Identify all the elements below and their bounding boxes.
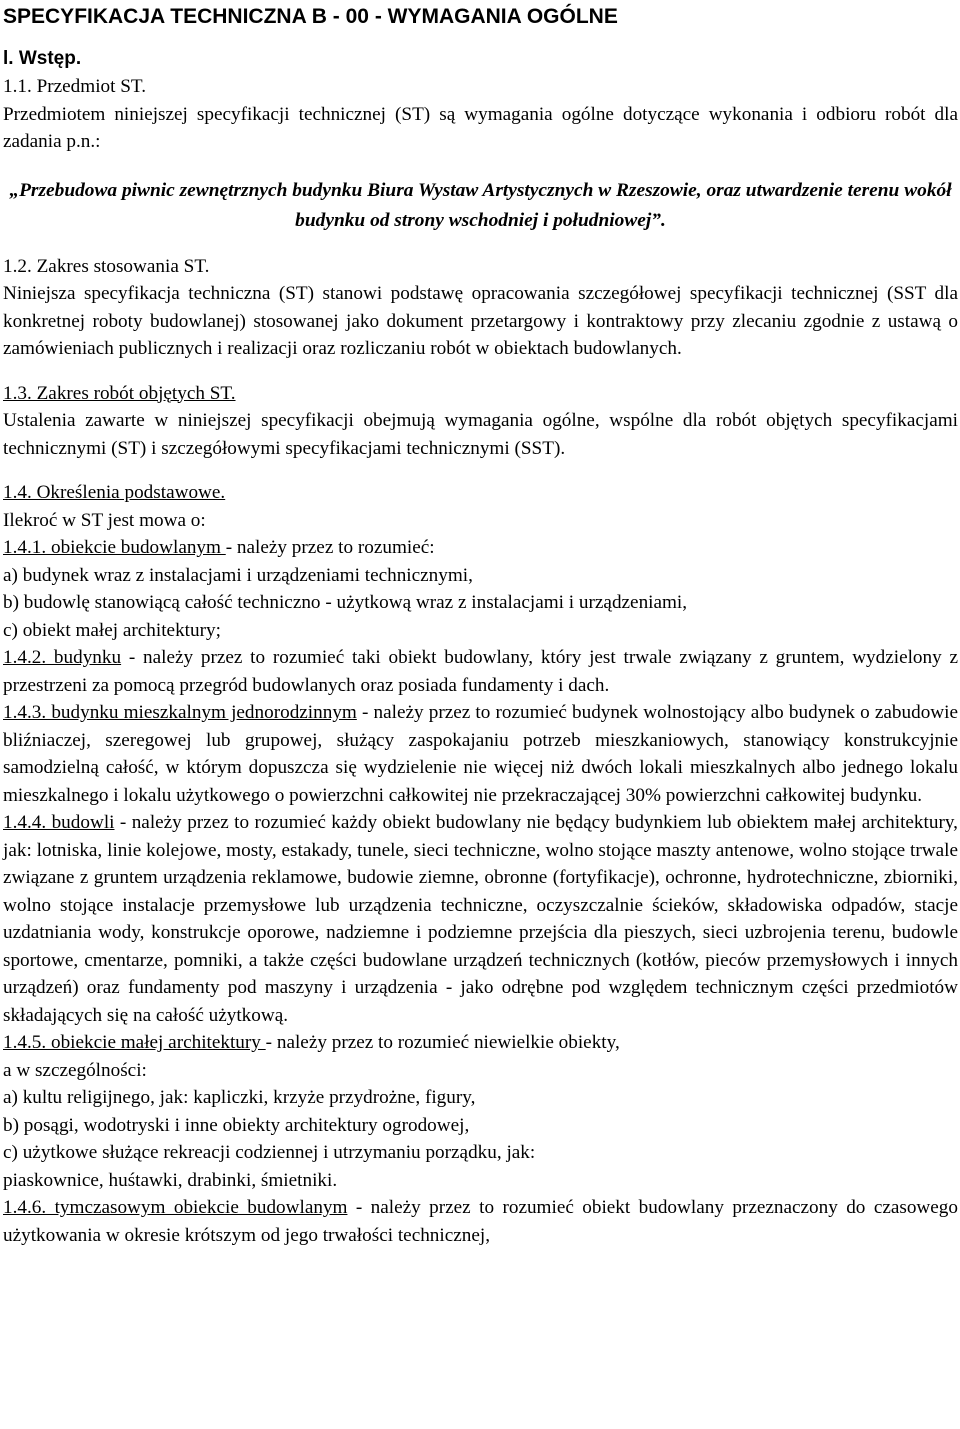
definition-intro: a w szczególności: [3, 1059, 147, 1081]
definition-term: 1.4.1. obiekcie budowlanym [3, 537, 226, 558]
definition-1-4-3 [3, 699, 958, 809]
definition-text: - należy przez to rozumieć niewielkie obiekty, [265, 1032, 620, 1053]
definition-text: - należy przez to rozumieć taki obiekt budowlany, który jest trwale związany z gruntem, wydzielony z przestrzeni za pomocą przegród budowlanych oraz posiada fundamenty i dach. [3, 647, 958, 696]
definition-1-4-2 [3, 644, 958, 699]
document-page [3, 3, 958, 1249]
section-text-1-1: Przedmiotem niniejszej specyfikacji technicznej (ST) są wymagania ogólne dotyczące wykonania i odbioru robót dla zadania p.n.: [3, 103, 958, 152]
definition-term: 1.4.6. tymczasowym obiekcie budowlanym [3, 1197, 348, 1218]
section-heading-1-2: 1.2. Zakres stosowania ST. [3, 255, 210, 277]
definition-text: - należy przez to rozumieć każdy obiekt budowlany nie będący budynkiem lub obiektem małej architektury, jak: lotniska, linie kolejowe, mosty, estakady, tunele, sieci techniczne, wolno stojące maszty antenowe, wolno stojące trwale związane z gruntem urządzenia reklamowe, budowie ziemne, obronne (fortyfikacje), ochronne, hydrotechniczne, zbiorniki, wolno stojące instalacje przemysłowe lub urządzenia techniczne, oczyszczalnie ścieków, składowiska odpadów, stacje uzdatniania wody, konstrukcje oporowe, nadziemne i podziemne przejścia dla pieszych, sieci uzbrojenia terenu, budowle sportowe, cmentarze, pomniki, a także części budowlane urządzeń technicznych (kotłów, pieców przemysłowych i innych urządzeń) oraz fundamenty pod maszyny i urządzenia - jako odrębne pod względem technicznym części przedmiotów składających się na całość użytkową. [3, 812, 958, 1026]
definition-1-4-6 [3, 1194, 958, 1249]
definition-text: - należy przez to rozumieć budynek wolnostojący albo budynek o zabudowie bliźniaczej, szeregowej lub grupowej, służący zaspokajaniu potrzeb mieszkaniowych, stanowiący konstrukcyjnie samodzielną całość, w którym dopuszcza się wydzielenie nie więcej niż dwóch lokali mieszkalnych albo jednego lokalu mieszkalnego i lokalu użytkowego o powierzchni całkowitej nie przekraczającej 30% powierzchni całkowitej budynku. [3, 702, 958, 806]
section-heading-1-1: 1.1. Przedmiot ST. [3, 76, 147, 97]
definition-term: 1.4.5. obiekcie małej architektury [3, 1032, 266, 1053]
project-title-quote: „Przebudowa piwnic zewnętrznych budynku Biura Wystaw Artystycznych w Rzeszowie, oraz utwardzenie terenu wokół budynku od strony wschodniej i południowej”. [9, 179, 952, 231]
definition-text: - należy przez to rozumieć obiekt budowlany przeznaczony do czasowego użytkowania w okresie krótszym od jego trwałości technicznej, [3, 1197, 958, 1246]
spacer [3, 363, 958, 380]
definition-term: 1.4.4. budowli [3, 812, 115, 833]
definition-1-4-5 [3, 1029, 958, 1057]
spacer [3, 462, 958, 479]
list-item: b) budowlę stanowiącą całość techniczno - użytkową wraz z instalacjami i urządzeniami, [3, 592, 688, 613]
list-item: piaskownice, huśtawki, drabinki, śmietniki. [3, 1169, 338, 1191]
list-item: b) posągi, wodotryski i inne obiekty architektury ogrodowej, [3, 1114, 470, 1136]
document-title: SPECYFIKACJA TECHNICZNA B - 00 - WYMAGANIA OGÓLNE [3, 5, 618, 28]
list-item: c) użytkowe służące rekreacji codziennej i utrzymaniu porządku, jak: [3, 1142, 536, 1163]
section-intro-1-4: Ilekroć w ST jest mowa o: [3, 509, 206, 531]
list-item: c) obiekt małej architektury; [3, 619, 221, 641]
section-text-1-2: Niniejsza specyfikacja techniczna (ST) stanowi podstawę opracowania szczegółowej specyfikacji technicznej (SST dla konkretnej roboty budowlanej) stosowanej jako dokument przetargowy i kontraktowy przy zlecaniu zgodnie z ustawą o zamówieniach publicznych i realizacji oraz rozliczaniu robót w obiektach budowlanych. [3, 283, 958, 359]
definition-term: 1.4.2. budynku [3, 647, 122, 668]
definition-text: - należy przez to rozumieć: [225, 537, 435, 558]
section-heading-1-3: 1.3. Zakres robót objętych ST. [3, 382, 236, 404]
section-heading-1-4: 1.4. Określenia podstawowe. [3, 482, 226, 503]
list-item: a) kultu religijnego, jak: kapliczki, krzyże przydrożne, figury, [3, 1087, 476, 1108]
chapter-heading: l. Wstęp. [3, 48, 82, 69]
definition-1-4-4 [3, 809, 958, 1029]
definition-1-4-1 [3, 534, 958, 562]
list-item: a) budynek wraz z instalacjami i urządzeniami technicznymi, [3, 564, 473, 586]
definition-term: 1.4.3. budynku mieszkalnym jednorodzinnym [3, 702, 357, 723]
section-text-1-3: Ustalenia zawarte w niniejszej specyfikacji obejmują wymagania ogólne, wspólne dla robót objętych specyfikacjami technicznymi (ST) i szczegółowymi specyfikacjami technicznymi (SST). [3, 410, 958, 459]
